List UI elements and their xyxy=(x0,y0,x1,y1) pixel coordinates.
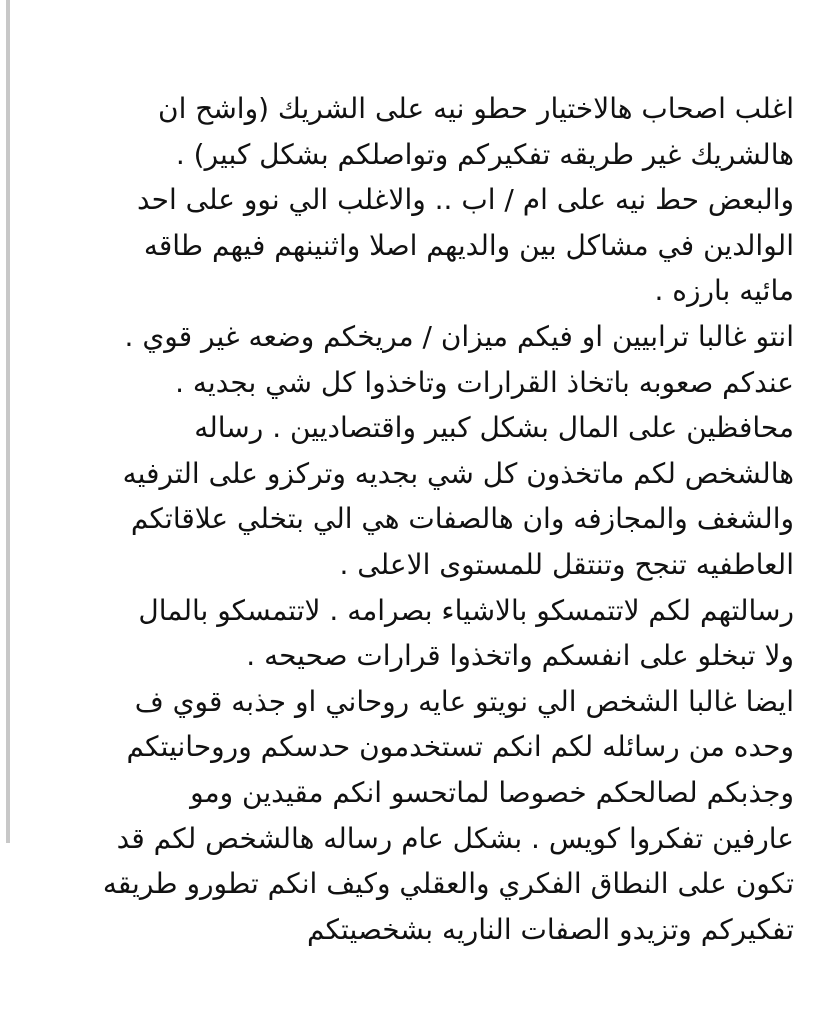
text-line: محافظين على المال بشكل كبير واقتصاديين . رساله xyxy=(194,411,794,445)
text-line: والبعض حط نيه على ام / اب .. والاغلب الي نوو على احد xyxy=(136,183,794,217)
text-line: وجذبكم لصالحكم خصوصا لماتحسو انكم مقيدين ومو xyxy=(190,775,794,809)
arabic-text-body xyxy=(52,86,794,952)
text-line: عارفين تفكروا كويس . بشكل عام رساله هالشخص لكم قد xyxy=(116,821,794,855)
text-line: هالشريك غير طريقه تفكيركم وتواصلكم بشكل كبير) . xyxy=(175,137,794,171)
left-vertical-rule xyxy=(6,0,10,843)
text-line: مائيه بارزه . xyxy=(654,274,794,308)
text-line: انتو غالبا ترابيين او فيكم ميزان / مريخكم وضعه غير قوي . xyxy=(124,319,794,353)
text-line: ايضا غالبا الشخص الي نويتو عايه روحاني او جذبه قوي ف xyxy=(134,684,794,718)
text-line: هالشخص لكم ماتخذون كل شي بجديه وتركزو على الترفيه xyxy=(122,456,794,490)
text-line: تفكيركم وتزيدو الصفات الناريه بشخصيتكم xyxy=(306,912,794,946)
text-line: ولا تبخلو على انفسكم واتخذوا قرارات صحيحه . xyxy=(246,639,794,673)
text-line: عندكم صعوبه باتخاذ القرارات وتاخذوا كل شي بجديه . xyxy=(175,365,794,399)
text-line: رسالتهم لكم لاتتمسكو بالاشياء بصرامه . لاتتمسكو بالمال xyxy=(138,593,794,627)
text-line: الوالدين في مشاكل بين والديهم اصلا واثنينهم فيهم طاقه xyxy=(143,228,794,262)
text-line: تكون على النطاق الفكري والعقلي وكيف انكم تطورو طريقه xyxy=(102,867,794,901)
text-line: وحده من رسائله لكم انكم تستخدمون حدسكم وروحانيتكم xyxy=(126,730,794,764)
text-line: والشغف والمجازفه وان هالصفات هي الي بتخلي علاقاتكم xyxy=(130,502,794,536)
text-line: اغلب اصحاب هالاختيار حطو نيه على الشريك (واشح ان xyxy=(158,92,794,125)
text-line: العاطفيه تنجح وتنتقل للمستوى الاعلى . xyxy=(339,547,794,581)
